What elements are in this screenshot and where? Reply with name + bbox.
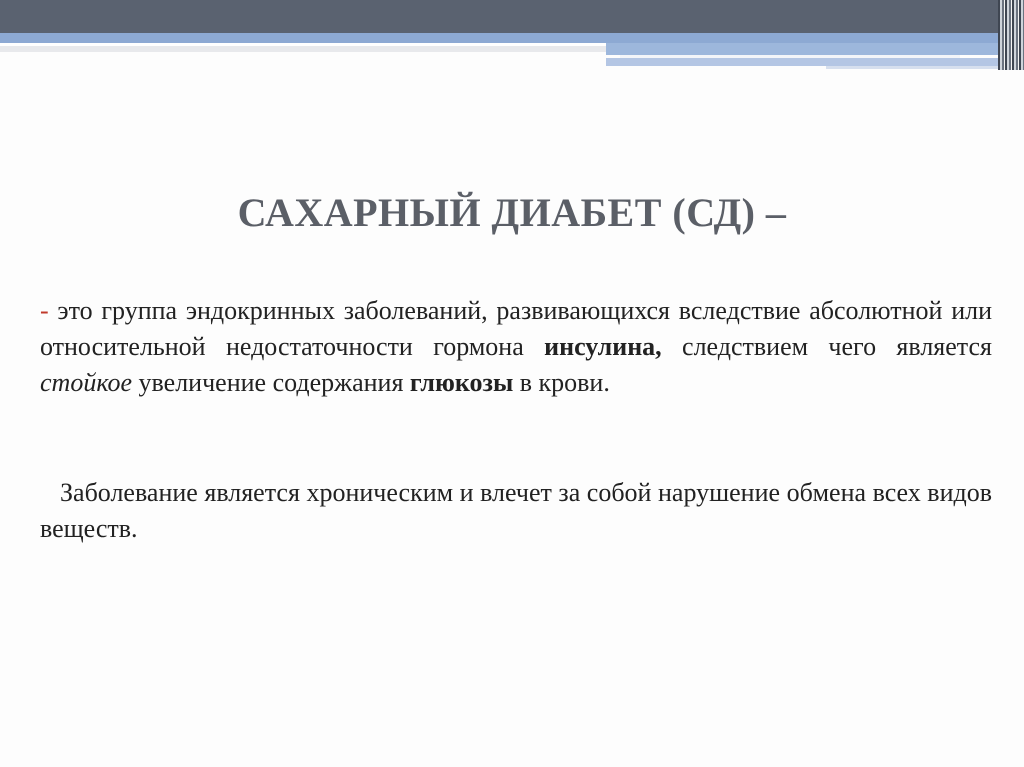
header-band-dark — [0, 0, 1024, 33]
bullet-dash: - — [40, 296, 49, 325]
slide-title: САХАРНЫЙ ДИАБЕТ (СД) – — [237, 190, 787, 235]
emphasis-persistent: стойкое — [40, 368, 133, 397]
definition-text-2: следствием чего является — [661, 332, 992, 361]
header-band-step — [606, 43, 1000, 55]
header-band-grey — [0, 46, 606, 52]
definition-text-1: это группа эндокринных заболеваний, развивающихся вследствие абсолютной или относительной недостаточности гормона — [40, 296, 992, 361]
definition-paragraph — [40, 293, 992, 401]
term-glucose: глюкозы — [409, 368, 514, 397]
header-band-edge — [826, 66, 1000, 69]
chronic-paragraph: Заболевание является хроническим и влечет за собой нарушение обмена всех видов веществ. — [40, 478, 992, 543]
header-band-blue — [0, 33, 1024, 43]
definition-text-3: увеличение содержания — [132, 368, 410, 397]
term-insulin: инсулина, — [544, 332, 662, 361]
header-vertical-stripes — [998, 0, 1024, 70]
definition-text-4: в крови. — [513, 368, 610, 397]
header-band-lower — [606, 58, 1000, 66]
